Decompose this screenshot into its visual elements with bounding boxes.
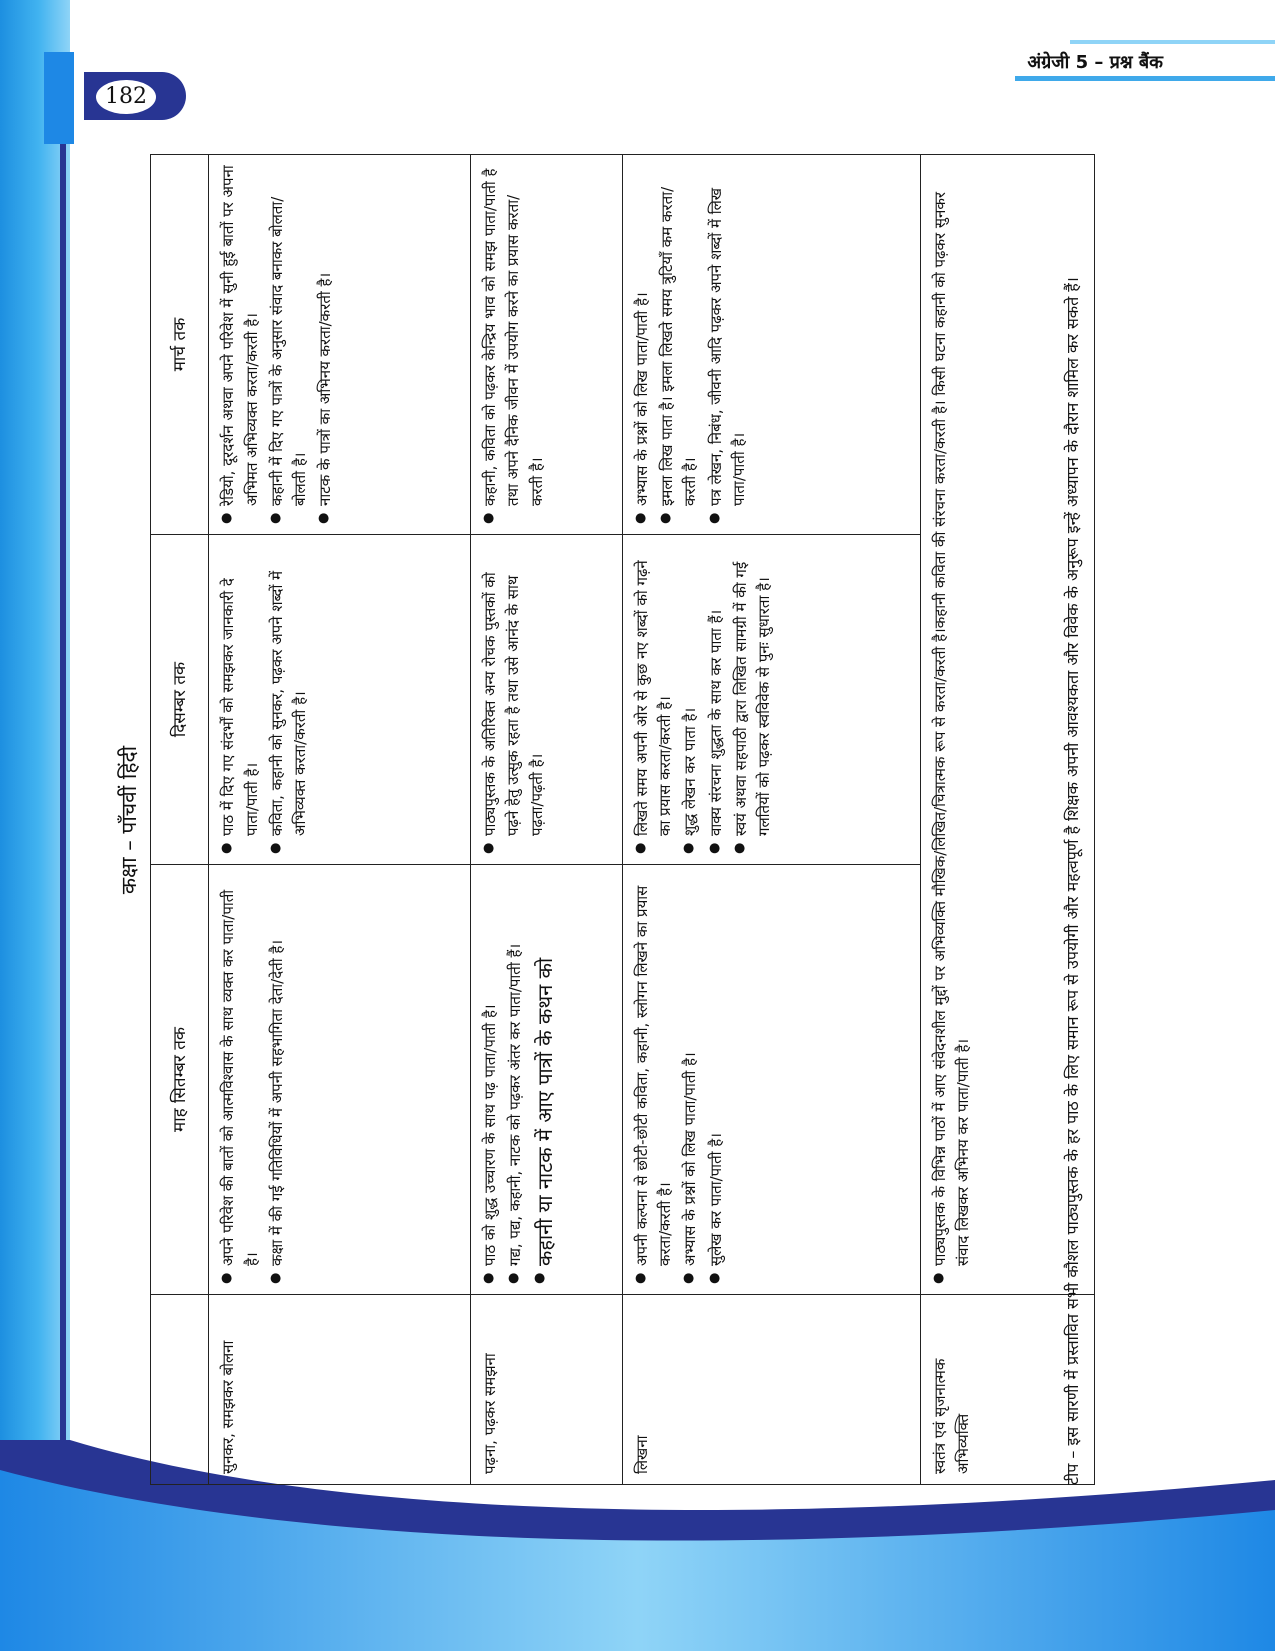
- list-item: ● कहानी या नाटक में आए पात्रों के कथन को: [530, 875, 561, 1266]
- list-item: ● अपने परिवेश की बातों को आत्मविश्वास के साथ व्यक्त कर पाता/पाती है।: [217, 875, 264, 1266]
- table-row: [471, 155, 623, 1485]
- syllabus-table: [150, 154, 1095, 1485]
- list-item: ● अभ्यास के प्रश्नों को लिख पाता/पाती है।: [631, 165, 654, 506]
- mar-cell: [471, 155, 623, 535]
- skill-cell: स्वतंत्र एवं सृजनात्मक अभिव्यक्ति: [920, 1295, 1094, 1485]
- header-underline: [1015, 76, 1275, 81]
- skill-cell: सुनकर, समझकर बोलना: [209, 1295, 471, 1485]
- footnote-tip: टीप – इस सारणी में प्रस्तावित सभी कौशल पाठ्यपुस्तक के हर पाठ के लिए समान रूप से उपयोगी और महत्वपूर्ण है शिक्षक अपनी आवश्यकता और विवेक के अनुरूप इन्हें अध्यापन के दौरान शामिल कर सकते हैं।: [1063, 277, 1082, 1485]
- list-item: ● नाटक के पात्रों का अभिनय करता/करती है।: [314, 165, 337, 506]
- list-item: ● पाठ को शुद्ध उच्चारण के साथ पढ़ पाता/पाती है।: [479, 875, 502, 1266]
- list-item: ● गद्य, पद्य, कहानी, नाटक को पढ़कर अंतर कर पाता/पाती हैं।: [504, 875, 527, 1266]
- page-number: 182: [96, 80, 156, 114]
- left-decor-stripe: [60, 140, 66, 1540]
- table-row: [622, 155, 920, 1485]
- header-accent-line: [1070, 40, 1275, 44]
- list-item: ● सुलेख कर पाता/पाती है।: [705, 875, 728, 1266]
- column-header-september: माह सितम्बर तक: [151, 865, 209, 1295]
- dec-cell: [471, 535, 623, 865]
- skill-cell: पढ़ना, पढ़कर समझना: [471, 1295, 623, 1485]
- list-item: ● कविता, कहानी को सुनकर, पढ़कर अपने शब्दों में अभिव्यक्त करता/करती है।: [266, 545, 313, 836]
- list-item: ● स्वयं अथवा सहपाठी द्वारा लिखित सामग्री में की गई गलतियों को पढ़कर स्वविवेक से पुनः सुधारता है।: [730, 545, 777, 836]
- sep-cell: [471, 865, 623, 1295]
- sep-cell: [209, 865, 471, 1295]
- sep-cell: [622, 865, 920, 1295]
- list-item: ● लिखते समय अपनी ओर से कुछ नए शब्दों को गढ़ने का प्रयास करता/करती है।: [631, 545, 678, 836]
- header-title: अंग्रेजी 5 – प्रश्न बैंक: [1027, 52, 1163, 73]
- list-item: ● कक्षा में की गई गतिविधियों में अपनी सहभागिता देता/देती है।: [266, 875, 289, 1266]
- class-title: कक्षा – पाँचवीं हिंदी: [117, 745, 141, 895]
- skill-cell: लिखना: [622, 1295, 920, 1485]
- column-header-march: मार्च तक: [151, 155, 209, 535]
- table-header-row: [151, 155, 209, 1485]
- list-item: ● कहानी, कविता को पढ़कर केन्द्रिय भाव को समझ पाता/पाती है तथा अपने दैनिक जीवन में उपयोग करने का प्रयास करता/करती है।: [479, 165, 549, 506]
- list-item: ● अपनी कल्पना से छोटी-छोटी कविता, कहानी, स्लोगन लिखने का प्रयास करता/करती है।: [631, 875, 678, 1266]
- rotated-content: [117, 155, 1118, 1485]
- table-row: [209, 155, 471, 1485]
- dec-cell: [209, 535, 471, 865]
- list-item: ● वाक्य संरचना शुद्धता के साथ कर पाता हैं।: [705, 545, 728, 836]
- dec-cell: [622, 535, 920, 865]
- mar-cell: [622, 155, 920, 535]
- list-item: ● इमला लिख पाता है। इमला लिखते समय त्रुटियाँ कम करता/करती है।: [656, 165, 703, 506]
- bookmark-icon: [44, 52, 74, 144]
- list-item: ● पाठ्यपुस्तक के अतिरिक्त अन्य रोचक पुस्तकों को पढ़ने हेतु उत्सुक रहता है तथा उसे आनंद के साथ पढ़ता/पढ़ती है।: [479, 545, 549, 836]
- list-item: ● पत्र लेखन, निबंध, जीवनी आदि पढ़कर अपने शब्दों में लिख पाता/पाती है।: [705, 165, 752, 506]
- list-item: ● शुद्ध लेखन कर पाता है।: [679, 545, 702, 836]
- list-item: ● पाठ में दिए गए संदर्भों को समझकर जानकारी दे पाता/पाती है।: [217, 545, 264, 836]
- column-header: [151, 1295, 209, 1485]
- list-item: ● पाठ्यपुस्तक के विभिन्न पाठों में आए संवेदनशील मुद्दों पर अभिव्यक्ति मौखिक/लिखित/चित्रात्मक रूप से करता/करती है।कहानी कविता की संरचना करता/करती है। किसी घटना कहानी को पढ़कर सुनकर संवाद लिखकर अभिनय कर पाता/पाती है।: [929, 165, 976, 1266]
- column-header-december: दिसम्बर तक: [151, 535, 209, 865]
- list-item: ● अभ्यास के प्रश्नों को लिख पाता/पाती है।: [679, 875, 702, 1266]
- list-item: ● रेडियो, दूरदर्शन अथवा अपने परिवेश में सुनी हुई बातों पर अपना अभिमत अभिव्यक्त करता/करती है।: [217, 165, 264, 506]
- mar-cell: [209, 155, 471, 535]
- list-item: ● कहानी में दिए गए पात्रों के अनुसार संवाद बनाकर बोलता/बोलती है।: [266, 165, 313, 506]
